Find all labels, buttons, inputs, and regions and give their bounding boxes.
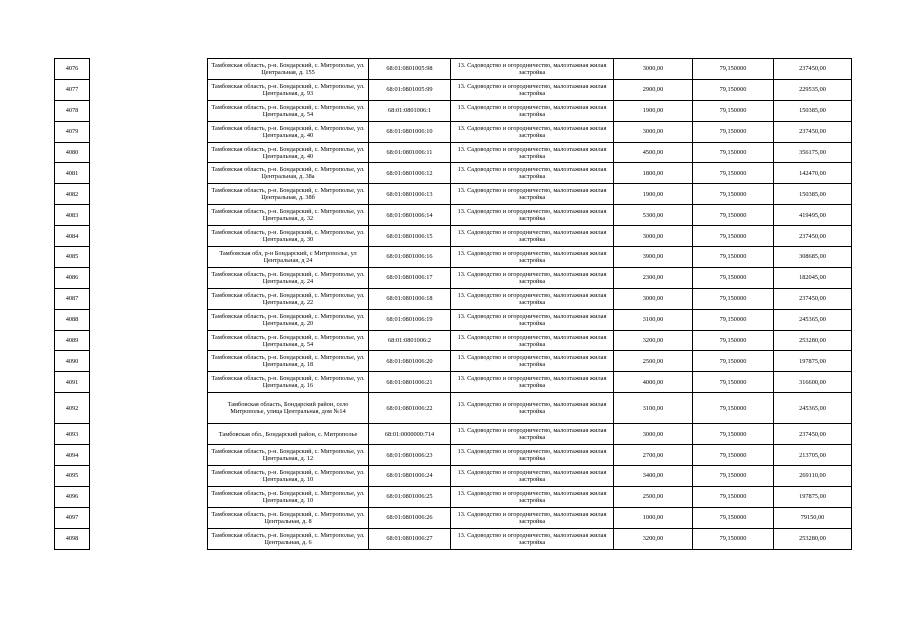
spacer-cell <box>90 288 208 309</box>
spacer-cell <box>90 507 208 528</box>
cadastral-value-cell: 356175,00 <box>774 142 852 163</box>
address-cell: Тамбовская область, р-н. Бондарский, с. Митрополье, ул. Центральная, д. 54 <box>208 330 369 351</box>
specific-value-cell: 79,150000 <box>693 121 774 142</box>
specific-value-cell: 79,150000 <box>693 507 774 528</box>
specific-value-cell: 79,150000 <box>693 100 774 121</box>
specific-value-cell: 79,150000 <box>693 372 774 393</box>
row-number-cell: 4094 <box>55 445 90 466</box>
address-cell: Тамбовская область, р-н. Бондарский, с. Митрополье, ул. Центральная, д. 18 <box>208 351 369 372</box>
area-cell: 3900,00 <box>614 247 693 268</box>
cadastral-number-cell: 68:01:0801006:14 <box>369 205 451 226</box>
area-cell: 4500,00 <box>614 142 693 163</box>
address-cell: Тамбовская область, р-н. Бондарский, с. Митрополье, ул. Центральная, д. 10 <box>208 486 369 507</box>
address-cell: Тамбовская область, р-н. Бондарский, с. Митрополье, ул. Центральная, д. 40 <box>208 142 369 163</box>
specific-value-cell: 79,150000 <box>693 226 774 247</box>
area-cell: 1800,00 <box>614 163 693 184</box>
table-row <box>55 309 852 330</box>
table-row <box>55 486 852 507</box>
cadastral-number-cell: 68:01:0801006:27 <box>369 528 451 549</box>
land-use-cell: 13. Садоводство и огородничество, малоэтажная жилая застройка <box>451 100 614 121</box>
land-use-cell: 13. Садоводство и огородничество, малоэтажная жилая застройка <box>451 267 614 288</box>
table-row <box>55 507 852 528</box>
address-cell: Тамбовская область, р-н. Бондарский, с. Митрополье, ул. Центральная, д. 38б <box>208 184 369 205</box>
address-cell: Тамбовская область, р-н. Бондарский, с. Митрополье, ул. Центральная, д. 22 <box>208 288 369 309</box>
address-cell: Тамбовская область, р-н. Бондарский, с. Митрополье, ул. Центральная, д. 54 <box>208 100 369 121</box>
land-use-cell: 13. Садоводство и огородничество, малоэтажная жилая застройка <box>451 466 614 487</box>
land-use-cell: 13. Садоводство и огородничество, малоэтажная жилая застройка <box>451 309 614 330</box>
cadastral-number-cell: 68:01:0801006:19 <box>369 309 451 330</box>
land-use-cell: 13. Садоводство и огородничество, малоэтажная жилая застройка <box>451 424 614 445</box>
specific-value-cell: 79,150000 <box>693 466 774 487</box>
specific-value-cell: 79,150000 <box>693 528 774 549</box>
area-cell: 3200,00 <box>614 528 693 549</box>
specific-value-cell: 79,150000 <box>693 288 774 309</box>
area-cell: 1900,00 <box>614 184 693 205</box>
land-use-cell: 13. Садоводство и огородничество, малоэтажная жилая застройка <box>451 393 614 424</box>
table-row <box>55 184 852 205</box>
specific-value-cell: 79,150000 <box>693 205 774 226</box>
table-row <box>55 142 852 163</box>
land-use-cell: 13. Садоводство и огородничество, малоэтажная жилая застройка <box>451 528 614 549</box>
address-cell: Тамбовская область, р-н. Бондарский, с. Митрополье, ул. Центральная, д. 16 <box>208 372 369 393</box>
spacer-cell <box>90 445 208 466</box>
address-cell: Тамбовская область, р-н. Бондарский, с. Митрополье, ул. Центральная, д. 8 <box>208 507 369 528</box>
cadastral-number-cell: 68:01:0801005:98 <box>369 59 451 80</box>
area-cell: 5300,00 <box>614 205 693 226</box>
row-number-cell: 4080 <box>55 142 90 163</box>
cadastral-number-cell: 68:01:0801006:26 <box>369 507 451 528</box>
cadastral-value-cell: 79150,00 <box>774 507 852 528</box>
land-use-cell: 13. Садоводство и огородничество, малоэтажная жилая застройка <box>451 445 614 466</box>
area-cell: 3000,00 <box>614 424 693 445</box>
land-use-cell: 13. Садоводство и огородничество, малоэтажная жилая застройка <box>451 372 614 393</box>
cadastral-number-cell: 68:01:0801006:24 <box>369 466 451 487</box>
cadastral-number-cell: 68:01:0801006:15 <box>369 226 451 247</box>
cadastral-value-cell: 419495,00 <box>774 205 852 226</box>
row-number-cell: 4085 <box>55 247 90 268</box>
table-row <box>55 288 852 309</box>
specific-value-cell: 79,150000 <box>693 424 774 445</box>
cadastral-value-cell: 182045,00 <box>774 267 852 288</box>
cadastral-number-cell: 68:01:0801006:22 <box>369 393 451 424</box>
table-row <box>55 59 852 80</box>
row-number-cell: 4081 <box>55 163 90 184</box>
spacer-cell <box>90 330 208 351</box>
spacer-cell <box>90 351 208 372</box>
spacer-cell <box>90 393 208 424</box>
address-cell: Тамбовская обл., Бондарский район, с. Митрополье <box>208 424 369 445</box>
spacer-cell <box>90 267 208 288</box>
table-row <box>55 267 852 288</box>
table-row <box>55 163 852 184</box>
area-cell: 3400,00 <box>614 466 693 487</box>
address-cell: Тамбовская область, Бондарский район, село Митрополье, улица Центральная, дом №14 <box>208 393 369 424</box>
table-row <box>55 330 852 351</box>
specific-value-cell: 79,150000 <box>693 267 774 288</box>
cadastral-value-cell: 308685,00 <box>774 247 852 268</box>
area-cell: 3000,00 <box>614 226 693 247</box>
cadastral-value-cell: 142470,00 <box>774 163 852 184</box>
cadastral-value-cell: 197875,00 <box>774 351 852 372</box>
cadastral-value-cell: 253280,00 <box>774 528 852 549</box>
specific-value-cell: 79,150000 <box>693 330 774 351</box>
table-row <box>55 393 852 424</box>
row-number-cell: 4076 <box>55 59 90 80</box>
table-row <box>55 226 852 247</box>
land-use-cell: 13. Садоводство и огородничество, малоэтажная жилая застройка <box>451 330 614 351</box>
row-number-cell: 4093 <box>55 424 90 445</box>
area-cell: 2500,00 <box>614 351 693 372</box>
cadastral-number-cell: 68:01:0801006:2 <box>369 330 451 351</box>
cadastral-value-cell: 150385,00 <box>774 184 852 205</box>
spacer-cell <box>90 424 208 445</box>
table-body <box>55 59 852 550</box>
address-cell: Тамбовская область, р-н. Бондарский, с. Митрополье, ул. Центральная, д. 32 <box>208 205 369 226</box>
spacer-cell <box>90 372 208 393</box>
cadastral-value-cell: 237450,00 <box>774 59 852 80</box>
table-row <box>55 528 852 549</box>
area-cell: 3200,00 <box>614 330 693 351</box>
area-cell: 3000,00 <box>614 59 693 80</box>
table-row <box>55 445 852 466</box>
row-number-cell: 4088 <box>55 309 90 330</box>
row-number-cell: 4086 <box>55 267 90 288</box>
cadastral-number-cell: 68:01:0000000:714 <box>369 424 451 445</box>
land-use-cell: 13. Садоводство и огородничество, малоэтажная жилая застройка <box>451 288 614 309</box>
row-number-cell: 4079 <box>55 121 90 142</box>
spacer-cell <box>90 163 208 184</box>
spacer-cell <box>90 309 208 330</box>
area-cell: 2900,00 <box>614 79 693 100</box>
cadastral-number-cell: 68:01:0801006:25 <box>369 486 451 507</box>
table-row <box>55 351 852 372</box>
cadastral-value-cell: 237450,00 <box>774 288 852 309</box>
spacer-cell <box>90 528 208 549</box>
cadastral-number-cell: 68:01:0801006:11 <box>369 142 451 163</box>
table-row <box>55 424 852 445</box>
address-cell: Тамбовская область, р-н. Бондарский, с. Митрополье, ул. Центральная, д. 10 <box>208 466 369 487</box>
specific-value-cell: 79,150000 <box>693 351 774 372</box>
spacer-cell <box>90 184 208 205</box>
area-cell: 3000,00 <box>614 121 693 142</box>
land-use-cell: 13. Садоводство и огородничество, малоэтажная жилая застройка <box>451 142 614 163</box>
cadastral-value-table <box>54 58 852 550</box>
cadastral-number-cell: 68:01:0801006:17 <box>369 267 451 288</box>
specific-value-cell: 79,150000 <box>693 247 774 268</box>
area-cell: 2300,00 <box>614 267 693 288</box>
specific-value-cell: 79,150000 <box>693 59 774 80</box>
area-cell: 3000,00 <box>614 288 693 309</box>
row-number-cell: 4097 <box>55 507 90 528</box>
cadastral-number-cell: 68:01:0801006:21 <box>369 372 451 393</box>
cadastral-value-cell: 237450,00 <box>774 226 852 247</box>
area-cell: 1000,00 <box>614 507 693 528</box>
table-row <box>55 466 852 487</box>
row-number-cell: 4078 <box>55 100 90 121</box>
cadastral-value-cell: 245365,00 <box>774 393 852 424</box>
row-number-cell: 4096 <box>55 486 90 507</box>
land-use-cell: 13. Садоводство и огородничество, малоэтажная жилая застройка <box>451 205 614 226</box>
land-use-cell: 13. Садоводство и огородничество, малоэтажная жилая застройка <box>451 247 614 268</box>
land-use-cell: 13. Садоводство и огородничество, малоэтажная жилая застройка <box>451 79 614 100</box>
specific-value-cell: 79,150000 <box>693 309 774 330</box>
spacer-cell <box>90 466 208 487</box>
spacer-cell <box>90 486 208 507</box>
address-cell: Тамбовская область, р-н. Бондарский, с. Митрополье, ул. Центральная, д. 155 <box>208 59 369 80</box>
specific-value-cell: 79,150000 <box>693 163 774 184</box>
cadastral-number-cell: 68:01:0801006:18 <box>369 288 451 309</box>
cadastral-number-cell: 68:01:0801005:99 <box>369 79 451 100</box>
land-use-cell: 13. Садоводство и огородничество, малоэтажная жилая застройка <box>451 507 614 528</box>
land-use-cell: 13. Садоводство и огородничество, малоэтажная жилая застройка <box>451 121 614 142</box>
row-number-cell: 4098 <box>55 528 90 549</box>
specific-value-cell: 79,150000 <box>693 79 774 100</box>
row-number-cell: 4077 <box>55 79 90 100</box>
spacer-cell <box>90 121 208 142</box>
cadastral-value-cell: 150385,00 <box>774 100 852 121</box>
specific-value-cell: 79,150000 <box>693 142 774 163</box>
specific-value-cell: 79,150000 <box>693 486 774 507</box>
row-number-cell: 4084 <box>55 226 90 247</box>
address-cell: Тамбовская область, р-н. Бондарский, с. Митрополье, ул. Центральная, д. 20 <box>208 309 369 330</box>
land-use-cell: 13. Садоводство и огородничество, малоэтажная жилая застройка <box>451 351 614 372</box>
area-cell: 2700,00 <box>614 445 693 466</box>
spacer-cell <box>90 100 208 121</box>
area-cell: 2500,00 <box>614 486 693 507</box>
cadastral-value-cell: 213705,00 <box>774 445 852 466</box>
cadastral-number-cell: 68:01:0801006:13 <box>369 184 451 205</box>
address-cell: Тамбовская область, р-н. Бондарский, с. Митрополье, ул. Центральная, д. 6 <box>208 528 369 549</box>
address-cell: Тамбовская обл, р-н Бондарский, с Митрополье, ул Центральная, д 24 <box>208 247 369 268</box>
cadastral-value-cell: 253280,00 <box>774 330 852 351</box>
cadastral-number-cell: 68:01:0801006:12 <box>369 163 451 184</box>
spacer-cell <box>90 226 208 247</box>
spacer-cell <box>90 79 208 100</box>
row-number-cell: 4087 <box>55 288 90 309</box>
cadastral-number-cell: 68:01:0801006:20 <box>369 351 451 372</box>
cadastral-value-cell: 269110,00 <box>774 466 852 487</box>
specific-value-cell: 79,150000 <box>693 445 774 466</box>
table-row <box>55 205 852 226</box>
area-cell: 4000,00 <box>614 372 693 393</box>
cadastral-value-cell: 237450,00 <box>774 424 852 445</box>
cadastral-number-cell: 68:01:0801006:10 <box>369 121 451 142</box>
cadastral-value-cell: 197875,00 <box>774 486 852 507</box>
specific-value-cell: 79,150000 <box>693 184 774 205</box>
table-row <box>55 100 852 121</box>
cadastral-value-cell: 237450,00 <box>774 121 852 142</box>
address-cell: Тамбовская область, р-н. Бондарский, с. Митрополье, ул. Центральная, д. 93 <box>208 79 369 100</box>
land-use-cell: 13. Садоводство и огородничество, малоэтажная жилая застройка <box>451 163 614 184</box>
row-number-cell: 4092 <box>55 393 90 424</box>
area-cell: 3100,00 <box>614 309 693 330</box>
row-number-cell: 4089 <box>55 330 90 351</box>
cadastral-value-cell: 245365,00 <box>774 309 852 330</box>
table-row <box>55 121 852 142</box>
table-row <box>55 372 852 393</box>
land-use-cell: 13. Садоводство и огородничество, малоэтажная жилая застройка <box>451 226 614 247</box>
row-number-cell: 4095 <box>55 466 90 487</box>
cadastral-number-cell: 68:01:0801006:1 <box>369 100 451 121</box>
address-cell: Тамбовская область, р-н. Бондарский, с. Митрополье, ул. Центральная, д. 40 <box>208 121 369 142</box>
land-use-cell: 13. Садоводство и огородничество, малоэтажная жилая застройка <box>451 184 614 205</box>
spacer-cell <box>90 142 208 163</box>
row-number-cell: 4090 <box>55 351 90 372</box>
spacer-cell <box>90 247 208 268</box>
row-number-cell: 4091 <box>55 372 90 393</box>
spacer-cell <box>90 59 208 80</box>
land-use-cell: 13. Садоводство и огородничество, малоэтажная жилая застройка <box>451 486 614 507</box>
table-row <box>55 247 852 268</box>
area-cell: 3100,00 <box>614 393 693 424</box>
land-use-cell: 13. Садоводство и огородничество, малоэтажная жилая застройка <box>451 59 614 80</box>
address-cell: Тамбовская область, р-н. Бондарский, с. Митрополье, ул. Центральная, д. 24 <box>208 267 369 288</box>
row-number-cell: 4083 <box>55 205 90 226</box>
area-cell: 1900,00 <box>614 100 693 121</box>
row-number-cell: 4082 <box>55 184 90 205</box>
spacer-cell <box>90 205 208 226</box>
cadastral-number-cell: 68:01:0801006:23 <box>369 445 451 466</box>
address-cell: Тамбовская область, р-н. Бондарский, с. Митрополье, ул. Центральная, д. 30 <box>208 226 369 247</box>
cadastral-number-cell: 68:01:0801006:16 <box>369 247 451 268</box>
address-cell: Тамбовская область, р-н. Бондарский, с. Митрополье, ул. Центральная, д. 12 <box>208 445 369 466</box>
cadastral-value-cell: 229535,00 <box>774 79 852 100</box>
cadastral-value-cell: 316600,00 <box>774 372 852 393</box>
table-row <box>55 79 852 100</box>
address-cell: Тамбовская область, р-н. Бондарский, с. Митрополье, ул. Центральная, д. 38а <box>208 163 369 184</box>
specific-value-cell: 79,150000 <box>693 393 774 424</box>
